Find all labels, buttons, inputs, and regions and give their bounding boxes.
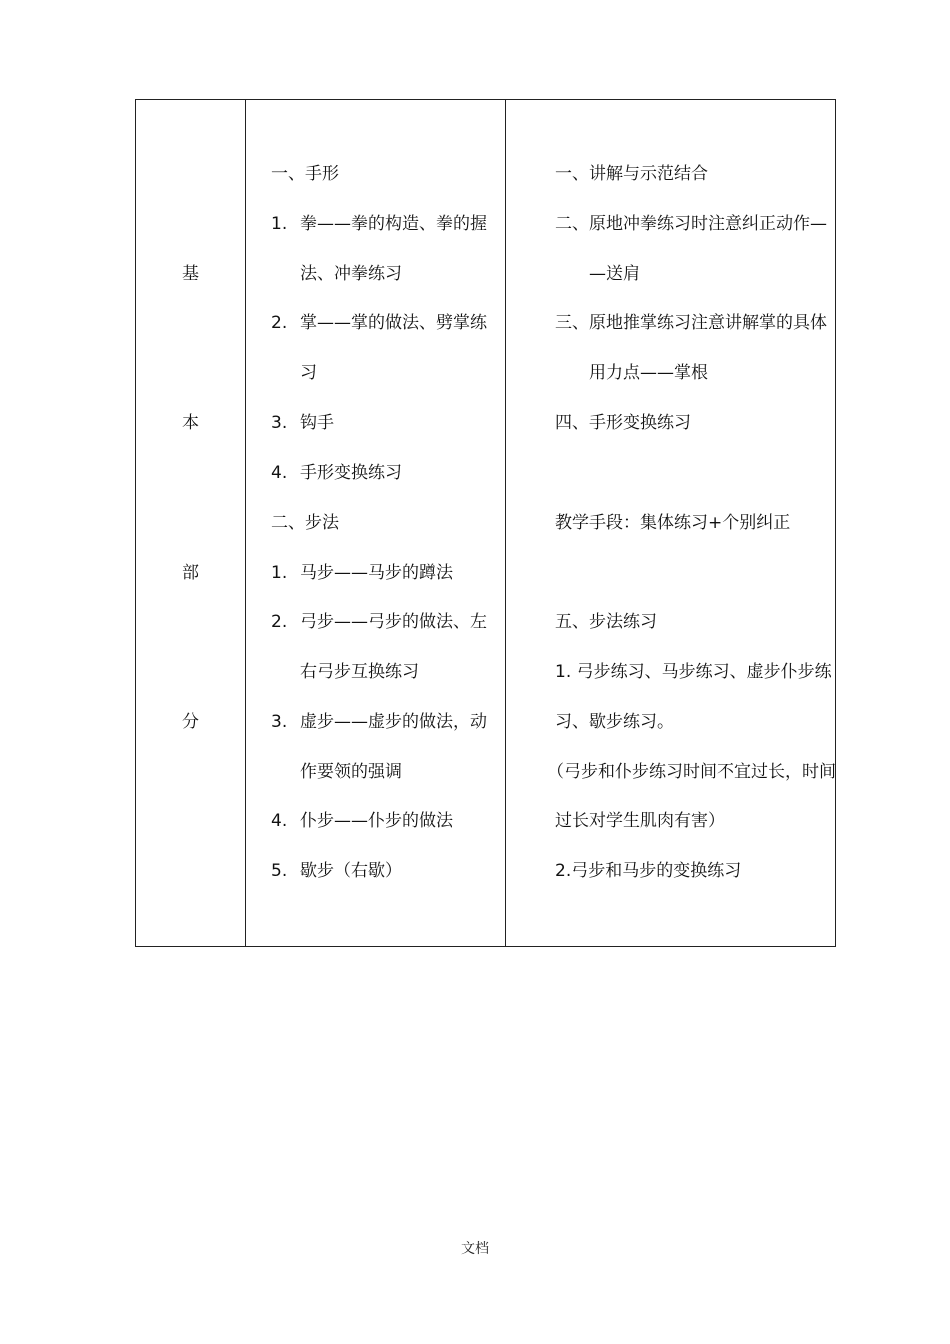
- content-heading: 二、步法: [271, 513, 339, 533]
- content-item-line: 马步——马步的蹲法: [300, 563, 453, 583]
- item-number: 2.: [271, 612, 288, 632]
- content-column: [245, 100, 506, 946]
- method-line: 用力点——掌根: [589, 363, 708, 383]
- method-line: 习、歇步练习。: [555, 712, 674, 732]
- method-line: 三、原地推掌练习注意讲解掌的具体: [555, 313, 827, 333]
- method-line: 五、步法练习: [555, 612, 657, 632]
- item-number: 5.: [271, 861, 288, 881]
- item-number: 2.: [271, 313, 288, 333]
- item-number: 3.: [271, 413, 288, 433]
- section-label-char: 分: [182, 712, 199, 732]
- section-label-char: 部: [182, 563, 199, 583]
- content-item-line: 手形变换练习: [300, 463, 402, 483]
- content-item-line: 习: [300, 363, 317, 383]
- item-number: 4.: [271, 811, 288, 831]
- section-label-column: [136, 100, 245, 946]
- lesson-table: [135, 99, 836, 947]
- content-item-line: 作要领的强调: [300, 762, 402, 782]
- content-item-line: 歇步（右歇）: [300, 861, 402, 881]
- method-line: 二、原地冲拳练习时注意纠正动作—: [555, 214, 827, 234]
- method-note: 过长对学生肌肉有害）: [555, 811, 725, 831]
- section-label-char: 本: [182, 413, 199, 433]
- item-number: 4.: [271, 463, 288, 483]
- method-note: （弓步和仆步练习时间不宜过长，时间: [547, 762, 836, 782]
- method-line: 四、手形变换练习: [555, 413, 691, 433]
- content-item-line: 钩手: [300, 413, 334, 433]
- item-number: 1.: [271, 214, 288, 234]
- content-item-line: 拳——拳的构造、拳的握: [300, 214, 487, 234]
- page-footer: 文档: [461, 1241, 489, 1257]
- method-line: 2.弓步和马步的变换练习: [555, 861, 742, 881]
- content-item-line: 右弓步互换练习: [300, 662, 419, 682]
- method-column: [505, 100, 835, 946]
- section-label-char: 基: [182, 264, 199, 284]
- content-item-line: 掌——掌的做法、劈掌练: [300, 313, 487, 333]
- item-number: 1.: [271, 563, 288, 583]
- content-item-line: 弓步——弓步的做法、左: [300, 612, 487, 632]
- method-line: 一、讲解与示范结合: [555, 164, 708, 184]
- item-number: 3.: [271, 712, 288, 732]
- content-item-line: 虚步——虚步的做法，动: [300, 712, 487, 732]
- content-item-line: 仆步——仆步的做法: [300, 811, 453, 831]
- method-line: —送肩: [589, 264, 640, 284]
- teaching-means: 教学手段：集体练习+个别纠正: [555, 513, 791, 533]
- method-line: 1. 弓步练习、马步练习、虚步仆步练: [555, 662, 832, 682]
- content-item-line: 法、冲拳练习: [300, 264, 402, 284]
- content-heading: 一、手形: [271, 164, 339, 184]
